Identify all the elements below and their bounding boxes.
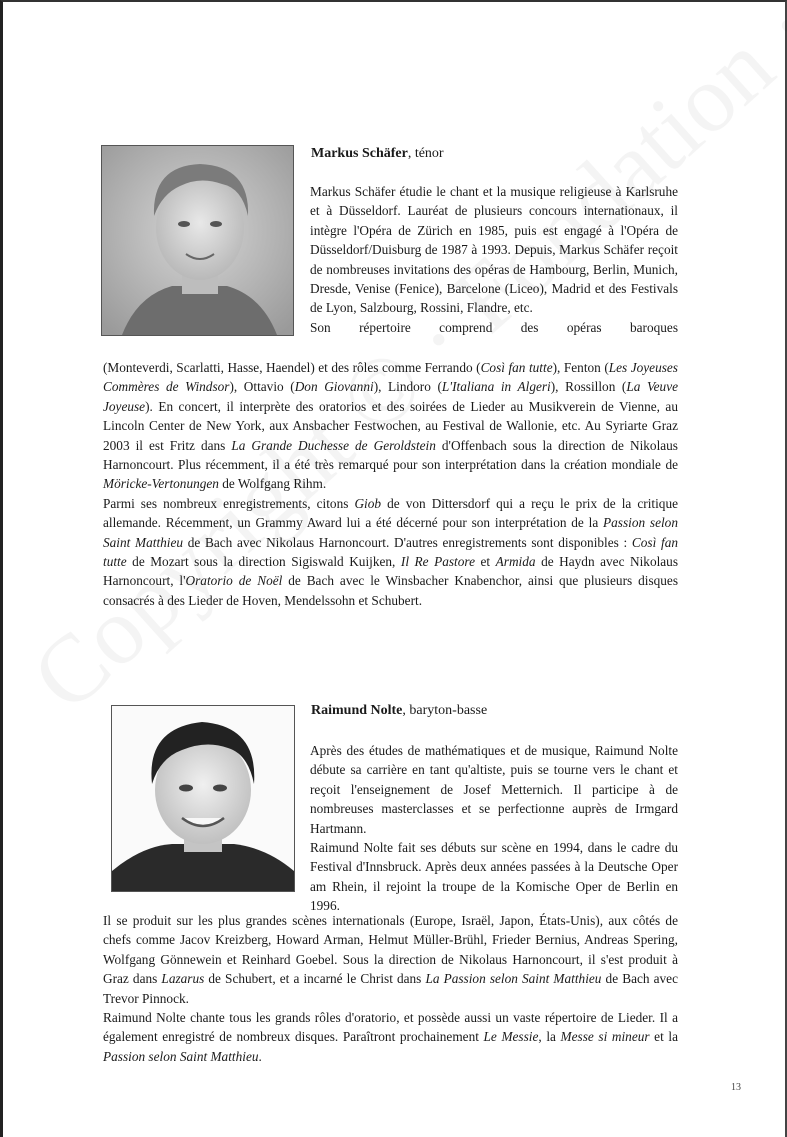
text-run: de Bach avec Trevor Pinnock. (103, 971, 678, 1006)
text-run: ), Ottavio ( (229, 379, 295, 395)
italic-title-text: L'Italiana in Algeri (441, 379, 551, 395)
italic-title-text: Don Giovanni (294, 379, 374, 395)
artist-heading (311, 702, 487, 720)
biography-paragraph (103, 358, 678, 494)
italic-title-text: Così fan tutte (103, 534, 678, 570)
italic-title-text: Möricke-Vertonungen (103, 476, 219, 492)
biography-paragraph (103, 911, 678, 1008)
italic-title-text: Giob (354, 495, 382, 511)
italic-title-text: Armida (495, 554, 536, 570)
text-run: de Schubert, et a incarné le Christ dans (204, 971, 426, 987)
biography-paragraph: Son répertoire comprend des opéras baroques (310, 319, 678, 335)
biography-paragraph (103, 494, 678, 610)
italic-title-text: La Passion selon Saint Matthieu (425, 971, 602, 987)
text-run: . (258, 1048, 262, 1064)
text-run: Raimund Nolte chante tous les grands rôles d'oratorio, et possède aussi un vaste répertoire de Lieder. Il a également enregistré de nombreux disques. Paraîtront prochainement (103, 1010, 678, 1045)
text-run: Parmi ses nombreux enregistrements, citons (103, 495, 355, 511)
biography-paragraph: Raimund Nolte fait ses débuts sur scène en 1994, dans le cadre du Festival d'Innsbruck. Après deux années passées à la Deutsche Oper am Rhein, il rejoint la troupe de la Komische Oper de Berlin en 1996. (310, 840, 678, 914)
artist-role: , baryton-basse (402, 703, 488, 718)
text-run: de Bach avec Nikolaus Harnoncourt. D'autres enregistrements sont disponibles : (183, 534, 632, 550)
italic-title-text: Lazarus (161, 971, 205, 987)
artist-name: Markus Schäfer (311, 146, 408, 161)
text-run: et la (649, 1029, 678, 1045)
italic-title-text: La Grande Duchesse de Geroldstein (231, 437, 436, 453)
text-run: ), Rossillon ( (550, 379, 627, 395)
italic-title-text: Le Messie (483, 1029, 539, 1045)
biography-paragraph: Après des études de mathématiques et de musique, Raimund Nolte débute sa carrière en tant qu'altiste, puis se tourne vers le chant et reçoit l'enseignement de Josef Metternich. Il participe à de nombreuses masterclasses et se perfectionne auprès de Irmgard Hartmann. (310, 743, 678, 836)
text-run: de Wolfgang Rihm. (218, 476, 327, 492)
text-run: de Mozart sous la direction Sigiswald Kuijken, (126, 554, 401, 570)
italic-title-text: Il Re Pastore (400, 554, 475, 570)
text-run: d'Offenbach sous la direction de Nikolaus Harnoncourt. Plus récemment, il a été très remarqué pour son interprétation dans la création mondiale de (103, 437, 678, 473)
biography-full-text (103, 911, 678, 1066)
artist-heading (311, 145, 444, 163)
biography-side-text (310, 741, 678, 916)
portrait-photo-raimund-nolte (111, 705, 295, 892)
text-run: ), Lindoro ( (373, 379, 442, 395)
italic-title-text: Messe si mineur (560, 1029, 650, 1045)
text-run: de Haydn avec Nikolaus Harnoncourt, l' (103, 554, 679, 589)
text-run: (Monteverdi, Scarlatti, Hasse, Haendel) et des rôles comme Ferrando ( (103, 360, 481, 375)
artist-name: Raimund Nolte (311, 703, 403, 718)
italic-title-text: Passion selon Saint Matthieu (103, 1048, 259, 1064)
text-run: et (474, 554, 496, 570)
portrait-photo-markus-schafer (101, 145, 294, 336)
biography-full-text (103, 358, 678, 610)
italic-title-text: Oratorio de Noël (185, 573, 283, 589)
italic-title-text: La Veuve Joyeuse (103, 379, 678, 414)
text-run: ), Fenton ( (552, 360, 609, 375)
italic-title-text: Passion selon Saint Matthieu (103, 515, 678, 550)
biography-paragraph: Markus Schäfer étudie le chant et la musique religieuse à Karlsruhe et à Düsseldorf. Lauréat de plusieurs concours internationaux, il intègre l'Opéra de Zürich en 1985, puis est engagé à l'Opéra de Düsseldorf/Duisburg de 1987 à 1993. Depuis, Markus Schäfer reçoit de nombreuses invitations des opéras de Hambourg, Berlin, Munich, Dresde, Venise (Fenice), Barcelone (Liceo), Madrid et des Festivals de Lyon, Salzbourg, Rossini, Flandre, etc. (310, 184, 678, 316)
text-run: ). En concert, il interprète des oratorios et des soirées de Lieder au Musikverein de Vienne, au Lincoln Center de New York, aux Ansbacher Festwochen, au Festival de Wallonie, etc. Au Syriarte Graz 2003 il est Fritz dans (103, 398, 678, 453)
text-run: , la (538, 1029, 561, 1045)
artist-role: , ténor (407, 146, 444, 161)
text-run: de Bach avec le Winsbacher Knabenchor, ainsi que plusieurs disques consacrés à des Lieder de Hoven, Mendelssohn et Schubert. (103, 573, 678, 608)
text-run: Il se produit sur les plus grandes scènes internationals (Europe, Israël, Japon, États-Unis), aux côtés de chefs comme Jacov Kreizberg, Howard Arman, Helmut Müller-Brühl, Frieder Bernius, Andreas Spering, Wolfgang Gönnewein et Reinhard Goebel. Sous la direction de Nikolaus Harnoncourt, il s'est produit à Graz dans (103, 913, 678, 987)
biography-side-text (310, 182, 678, 337)
italic-title-text: Così fan tutte (480, 360, 553, 375)
text-run: de von Dittersdorf qui a reçu le prix de la critique allemande. Récemment, un Grammy Award lui a été décerné pour son interprétation de la (103, 495, 678, 531)
biography-paragraph (103, 1008, 678, 1066)
italic-title-text: Les Joyeuses Commères de Windsor (103, 360, 678, 395)
page-number: 13 (731, 1082, 741, 1093)
